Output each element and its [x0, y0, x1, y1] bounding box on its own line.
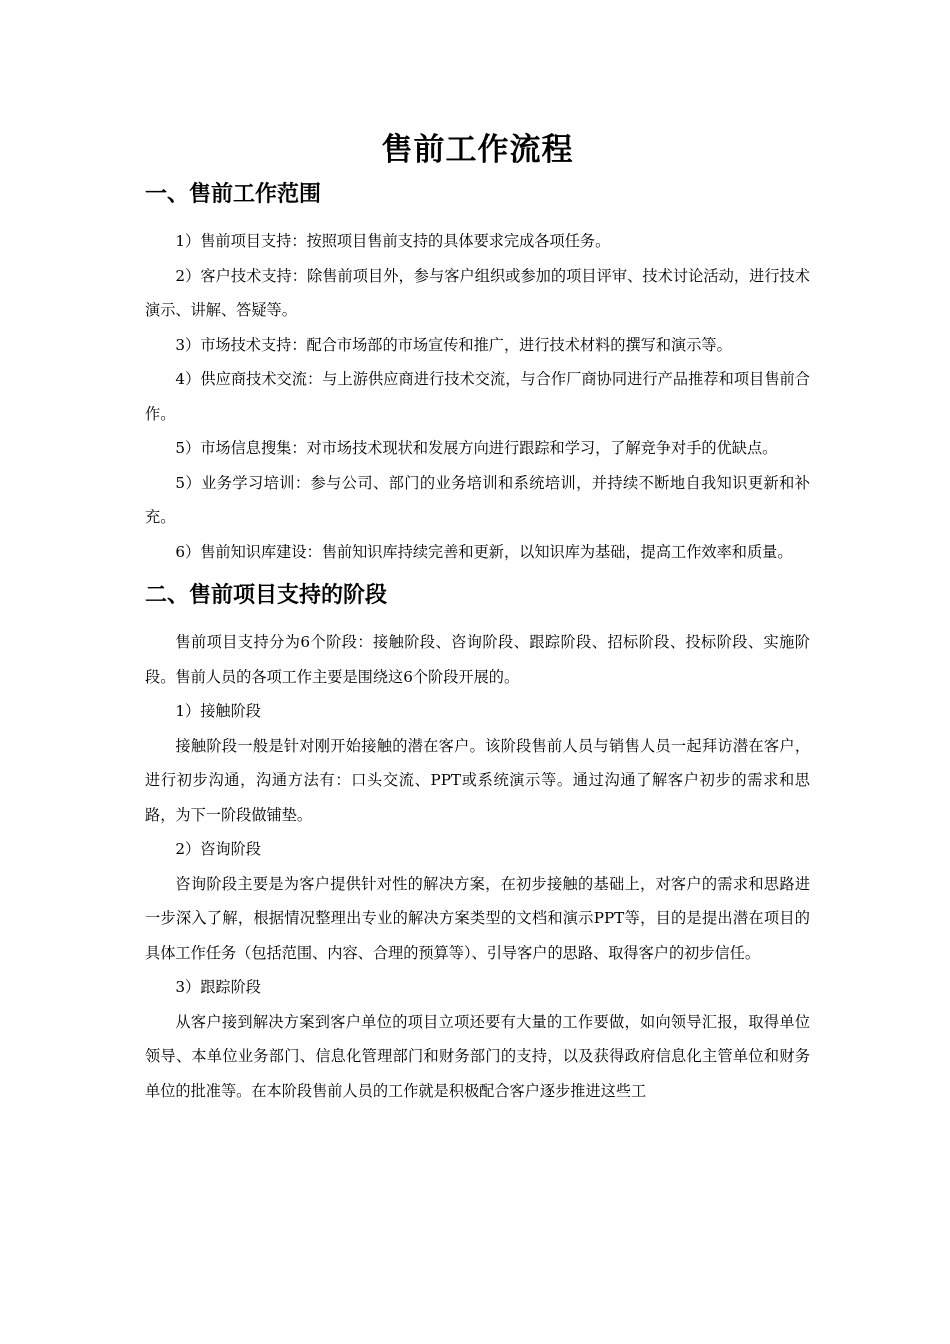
stage-1-body: 接触阶段一般是针对刚开始接触的潜在客户。该阶段售前人员与销售人员一起拜访潜在客户，进行初步沟通，沟通方法有：口头交流、PPT或系统演示等。通过沟通了解客户初步的需求和思路，为下一阶段做铺垫。: [145, 736, 810, 824]
section-1-heading: 一、售前工作范围: [145, 182, 322, 207]
scope-item-6: 5）业务学习培训：参与公司、部门的业务培训和系统培训，并持续不断地自我知识更新和补充。: [145, 473, 810, 526]
stage-2-title: 2）咨询阶段: [175, 840, 261, 858]
scope-item-7: 6）售前知识库建设：售前知识库持续完善和更新，以知识库为基础，提高工作效率和质量。: [175, 542, 793, 561]
scope-item-5: 5）市场信息搜集：对市场技术现状和发展方向进行跟踪和学习，了解竞争对手的优缺点。: [175, 439, 778, 457]
document-title: 售前工作流程: [381, 132, 574, 168]
scope-item-1: 1）售前项目支持：按照项目售前支持的具体要求完成各项任务。: [175, 232, 611, 250]
scope-item-3: 3）市场技术支持：配合市场部的市场宣传和推广，进行技术材料的撰写和演示等。: [175, 335, 732, 354]
stage-3-title: 3）跟踪阶段: [175, 978, 261, 996]
scope-item-2: 2）客户技术支持：除售前项目外，参与客户组织或参加的项目评审、技术讨论活动，进行技术演示、讲解、答疑等。: [145, 266, 810, 319]
stage-3-body: 从客户接到解决方案到客户单位的项目立项还要有大量的工作要做，如向领导汇报，取得单位领导、本单位业务部门、信息化管理部门和财务部门的支持，以及获得政府信息化主管单位和财务单位的批准等。在本阶段售前人员的工作就是积极配合客户逐步推进这些工: [145, 1012, 810, 1100]
document-content: [145, 128, 810, 1108]
stages-intro: 售前项目支持分为6个阶段：接触阶段、咨询阶段、跟踪阶段、招标阶段、投标阶段、实施阶段。售前人员的各项工作主要是围绕这6个阶段开展的。: [145, 633, 810, 686]
section-2-heading: 二、售前项目支持的阶段: [145, 583, 388, 608]
scope-item-4: 4）供应商技术交流：与上游供应商进行技术交流，与合作厂商协同进行产品推荐和项目售前合作。: [145, 370, 810, 423]
stage-2-body: 咨询阶段主要是为客户提供针对性的解决方案，在初步接触的基础上，对客户的需求和思路进一步深入了解，根据情况整理出专业的解决方案类型的文档和演示PPT等，目的是提出潜在项目的具体工作任务（包括范围、内容、合理的预算等）、引导客户的思路、取得客户的初步信任。: [145, 874, 810, 962]
stage-1-title: 1）接触阶段: [175, 702, 261, 720]
